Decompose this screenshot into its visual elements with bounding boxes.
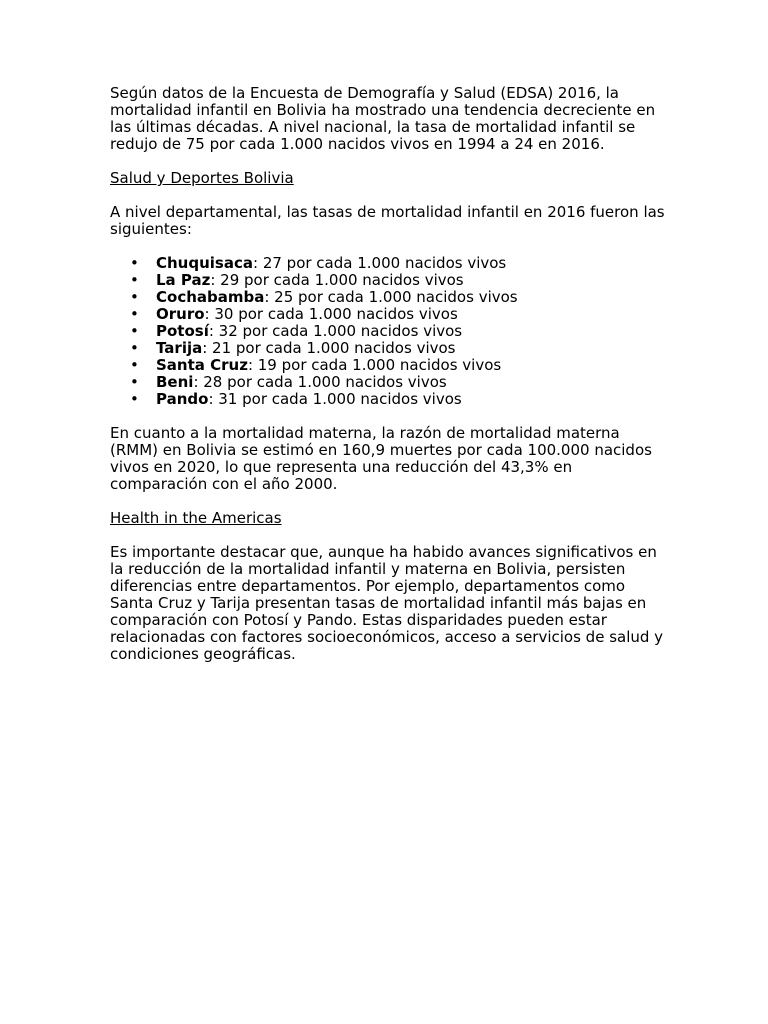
- department-rate: : 25 por cada 1.000 nacidos vivos: [264, 288, 518, 306]
- bullet-icon: •: [130, 254, 139, 272]
- bullet-icon: •: [130, 390, 139, 408]
- department-rate: : 30 por cada 1.000 nacidos vivos: [204, 305, 458, 323]
- list-item: [110, 289, 665, 306]
- department-intro-paragraph: A nivel departamental, las tasas de mortalidad infantil en 2016 fueron las siguientes:: [110, 203, 665, 238]
- bullet-icon: •: [130, 288, 139, 306]
- maternal-paragraph: En cuanto a la mortalidad materna, la razón de mortalidad materna (RMM) en Bolivia se estimó en 160,9 muertes por cada 100.000 nacidos vivos en 2020, lo que representa una reducción del 43,3% en comparación con el año 2000.: [110, 424, 652, 493]
- department-rate: : 21 por cada 1.000 nacidos vivos: [202, 339, 456, 357]
- list-item: [110, 357, 665, 374]
- department-name: Oruro: [156, 305, 205, 323]
- department-name: Pando: [156, 390, 209, 408]
- list-item: [110, 374, 665, 391]
- conclusion-paragraph: Es importante destacar que, aunque ha habido avances significativos en la reducción de la mortalidad infantil y materna en Bolivia, persisten diferencias entre departamentos. Por ejemplo, departamentos como Santa Cruz y Tarija presentan tasas de mortalidad infantil más bajas en comparación con Potosí y Pando. Estas disparidades pueden estar relacionadas con factores socioeconómicos, acceso a servicios de salud y condiciones geográficas.: [110, 543, 664, 663]
- bullet-icon: •: [130, 373, 139, 391]
- department-name: Cochabamba: [156, 288, 265, 306]
- source-link-health-americas[interactable]: Health in the Americas: [110, 509, 282, 527]
- department-name: Tarija: [156, 339, 203, 357]
- department-rate: : 28 por cada 1.000 nacidos vivos: [193, 373, 447, 391]
- department-rate: : 19 por cada 1.000 nacidos vivos: [247, 356, 502, 374]
- bullet-icon: •: [130, 356, 139, 374]
- bullet-icon: •: [130, 305, 139, 323]
- department-name: Chuquisaca: [156, 254, 253, 272]
- bullet-icon: •: [130, 339, 139, 357]
- department-rate: : 31 por cada 1.000 nacidos vivos: [208, 390, 462, 408]
- department-name: La Paz: [156, 271, 211, 289]
- department-rate: : 27 por cada 1.000 nacidos vivos: [253, 254, 507, 272]
- bullet-icon: •: [130, 322, 139, 340]
- list-item: [110, 255, 665, 272]
- list-item: [110, 272, 665, 289]
- department-rate: : 29 por cada 1.000 nacidos vivos: [210, 271, 464, 289]
- department-name: Potosí: [156, 322, 209, 340]
- department-rate: : 32 por cada 1.000 nacidos vivos: [208, 322, 463, 340]
- department-name: Beni: [156, 373, 194, 391]
- department-list: [110, 255, 665, 408]
- list-item: [110, 323, 665, 340]
- document-page: [110, 85, 665, 680]
- list-item: [110, 391, 665, 408]
- bullet-icon: •: [130, 271, 139, 289]
- list-item: [110, 306, 665, 323]
- source-link-salud-deportes[interactable]: Salud y Deportes Bolivia: [110, 169, 294, 187]
- department-name: Santa Cruz: [156, 356, 248, 374]
- list-item: [110, 340, 665, 357]
- intro-paragraph: Según datos de la Encuesta de Demografía y Salud (EDSA) 2016, la mortalidad infantil en Bolivia ha mostrado una tendencia decreciente en las últimas décadas. A nivel nacional, la tasa de mortalidad infantil se redujo de 75 por cada 1.000 nacidos vivos en 1994 a 24 en 2016.: [110, 84, 656, 153]
